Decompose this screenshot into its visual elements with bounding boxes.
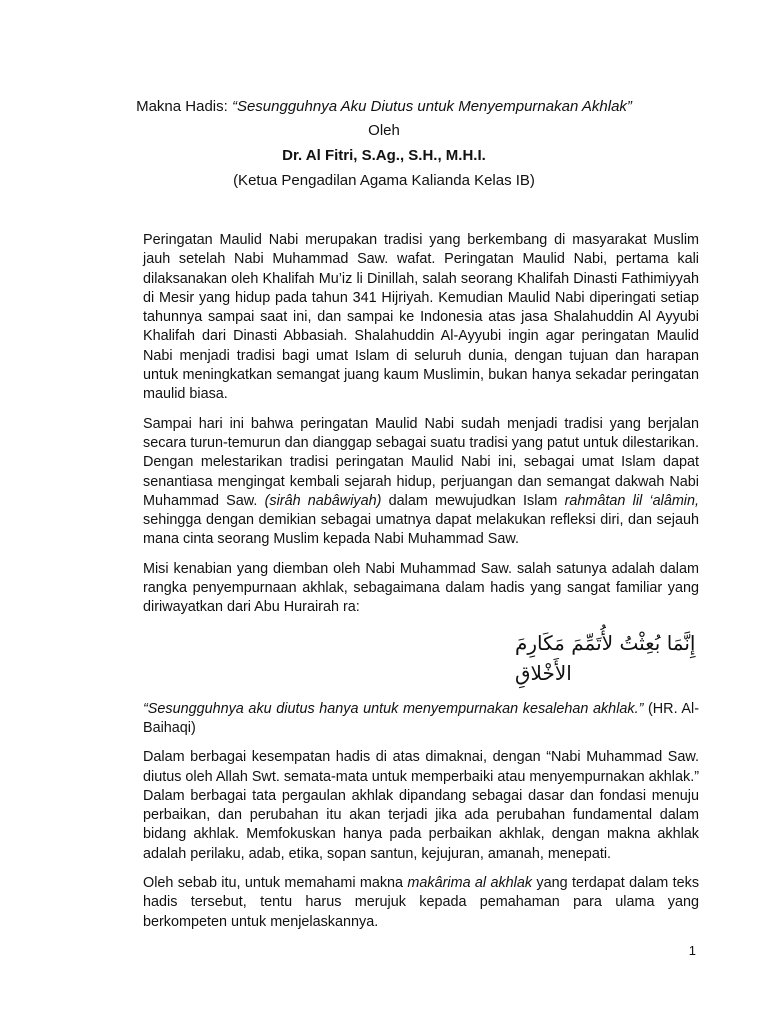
title-quote: “Sesungguhnya Aku Diutus untuk Menyempurnakan Akhlak” <box>231 98 632 115</box>
title-label: Makna Hadis: <box>136 98 228 115</box>
hadith-translation: “Sesungguhnya aku diutus hanya untuk menyempurnakan kesalehan akhlak.” <box>143 700 644 717</box>
paragraph-6-text-a: Oleh sebab itu, untuk memahami makna <box>143 875 404 892</box>
document-body <box>143 231 699 942</box>
paragraph-3: Misi kenabian yang diemban oleh Nabi Muhammad Saw. salah satunya adalah dalam rangka penyempurnaan akhlak, sebagaimana dalam hadis yang sangat familiar yang diriwayatkan dari Abu Hurairah ra: <box>143 560 699 616</box>
paragraph-2-text-b: dalam mewujudkan Islam <box>388 492 558 509</box>
document-header <box>0 97 768 196</box>
paragraph-2-text-c: sehingga dengan demikian sebagai umatnya dapat melakukan refleksi diri, dan sejauh mana cinta seorang Muslim kepada Nabi Muhammad Saw. <box>143 512 699 548</box>
paragraph-2-text-a: Sampai hari ini bahwa peringatan Maulid Nabi sudah menjadi tradisi yang berjalan secara turun-temurun dan dianggap sebagai suatu tradisi yang patut untuk dilestarikan. Dengan melestarikan tradisi peringatan Maulid Nabi ini, sebagai umat Islam dapat senantiasa mengingat kembali sejarah hidup, perjuangan dan semangat dakwah Nabi Muhammad Saw. <box>143 415 699 509</box>
paragraph-2-italic-1: (sirâh nabâwiyah) <box>264 492 382 509</box>
by-line: Oleh <box>368 122 400 139</box>
paragraph-6-italic: makârima al akhlak <box>407 875 533 892</box>
document-title <box>0 97 768 117</box>
paragraph-1: Peringatan Maulid Nabi merupakan tradisi yang berkembang di masyarakat Muslim jauh setelah Nabi Muhammad Saw. wafat. Peringatan Maulid Nabi, pertama kali dilaksanakan oleh Khalifah Mu’iz li Dinillah, salah seorang Khalifah Dinasti Fathimiyyah di Mesir yang hidup pada tahun 341 Hijriyah. Kemudian Maulid Nabi diperingati setiap tahunnya sampai saat ini, dan sampai ke Indonesia atas jasa Shalahuddin Al Ayyubi Khalifah dari Dinasti Abbasiah. Shalahuddin Al-Ayyubi ingin agar peringatan Maulid Nabi menjadi tradisi bagi umat Islam di seluruh dunia, dengan tujuan dan harapan untuk meningkatkan semangat juang kaum Muslimin, bukan hanya sekadar peringatan maulid biasa. <box>143 232 699 403</box>
page-number: 1 <box>688 943 696 958</box>
paragraph-2-italic-2: rahmâtan lil ‘alâmin, <box>564 492 700 509</box>
author-name: Dr. Al Fitri, S.Ag., S.H., M.H.I. <box>282 147 486 164</box>
paragraph-2 <box>143 415 699 550</box>
paragraph-6-text-b: yang terdapat dalam teks hadis tersebut, tentu harus merujuk kepada pemahaman para ulama yang berkompeten untuk menjelaskannya. <box>143 875 700 930</box>
author-affiliation: (Ketua Pengadilan Agama Kalianda Kelas IB) <box>233 172 535 189</box>
arabic-hadith: إِنَّمَا بُعِثْتُ لأُتَمِّمَ مَكَارِمَ الأَخْلاقِ <box>515 630 696 685</box>
paragraph-5: Dalam berbagai kesempatan hadis di atas dimaknai, dengan “Nabi Muhammad Saw. diutus oleh Allah Swt. semata-mata untuk memperbaiki atau menyempurnakan akhlak.” Dalam berbagai tata pergaulan akhlak dipandang sebagai dasar dan fondasi menuju perbaikan, dan perubahan itu akan terjadi jika ada perubahan fundamental dalam bidang akhlak. Memfokuskan hanya pada perbaikan akhlak, dengan makna akhlak adalah perilaku, adab, etika, sopan santun, kejujuran, amanah, menepati. <box>143 749 699 862</box>
paragraph-6 <box>143 874 699 932</box>
paragraph-4 <box>143 700 699 739</box>
hadith-source: (HR. Al-Baihaqi) <box>143 700 699 736</box>
